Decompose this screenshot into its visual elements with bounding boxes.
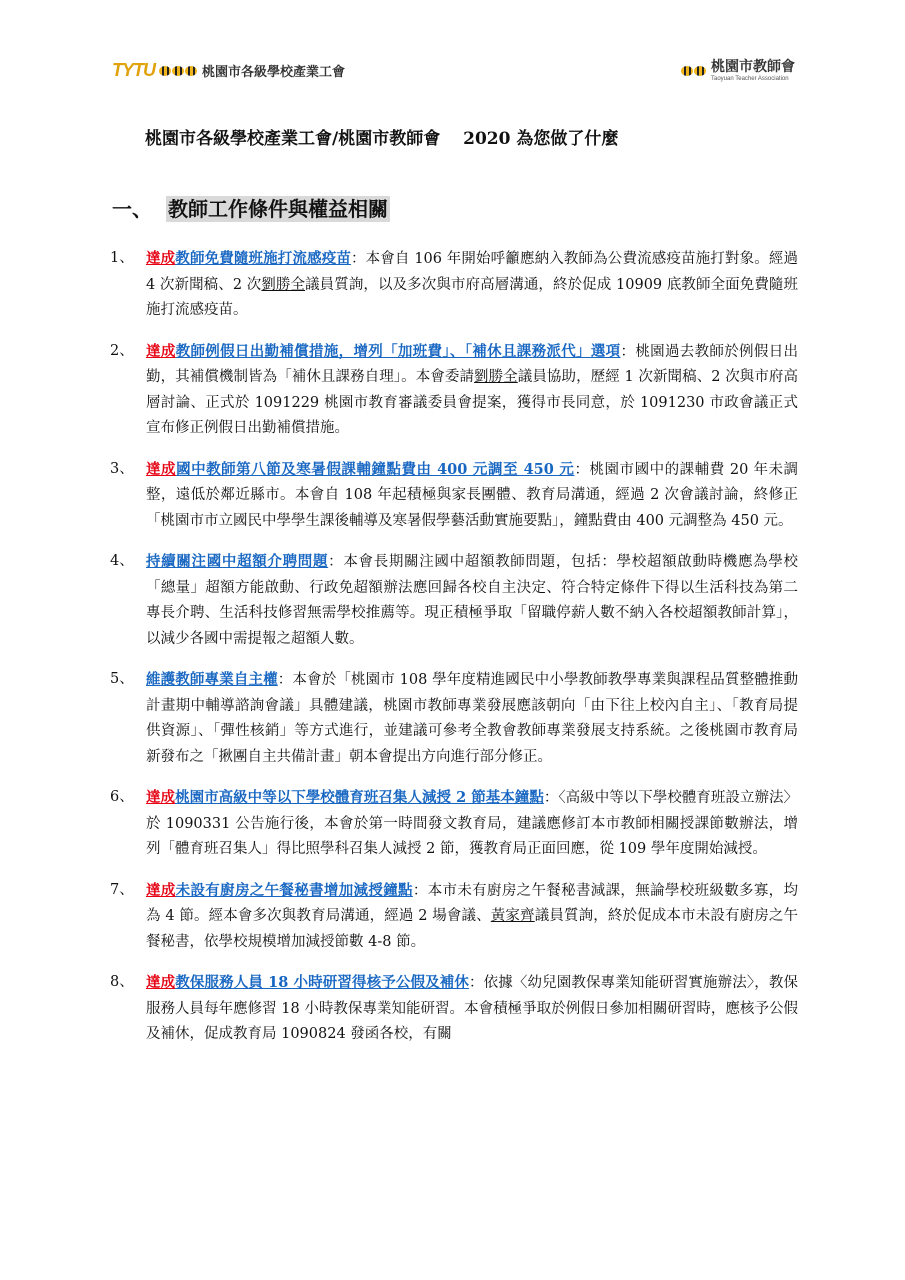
item-heading: 國中教師第八節及寒暑假課輔鐘點費由 400 元調至 450 元 (176, 460, 575, 478)
councilor-name: 劉勝全 (261, 276, 306, 293)
item-text: ：桃園市國中的課輔費 20 年未調整，遠低於鄰近縣市。本會自 108 年起積極與家長團體、教育局溝通，經過 2 次會議討論，終修正「桃園市市立國民中學學生課後輔導及寒暑假學藝活動實施要點」，鐘點費由 400 元調整為 450 元。 (146, 461, 799, 529)
list-item-2 (110, 339, 798, 442)
list-item-6 (110, 785, 798, 863)
item-number: 3、 (110, 460, 134, 477)
item-heading: 教保服務人員 18 小時研習得核予公假及補休 (175, 974, 470, 991)
item-heading: 維護教師專業自主權 (146, 671, 278, 688)
item-text-cont: 議員質詢，終於促成本市未設有廚房之午餐秘書，依學校規模增加減授節數 4-8 節。 (146, 908, 799, 950)
item-text: ：本會長期關注國中超額教師問題，包括：學校超額啟動時機應為學校「總量」超額方能啟動、行政免超額辦法應回歸各校自主決定、符合特定條件下得以生活科技為第二專長介聘、生活科技修習無需學校推薦等。現正積極爭取「留職停薪人數不納入各校超額教師計算」，以減少各國中需提報之超額人數。 (146, 554, 799, 647)
section-number: 一、 (112, 197, 152, 221)
item-number: 5、 (110, 671, 134, 687)
item-number: 8、 (110, 974, 134, 990)
header-left-logo (112, 60, 345, 81)
item-number: 2、 (110, 342, 134, 359)
achieved-tag: 達成 (146, 342, 176, 360)
header-right-sub: Taoyuan Teacher Association (711, 76, 789, 82)
item-number: 6、 (110, 789, 134, 805)
list-item-3 (110, 457, 798, 535)
item-heading: 桃園市高級中等以下學校體育班召集人減授 2 節基本鐘點 (175, 789, 544, 806)
item-text: ：桃園過去教師於例假日出勤，其補償機制皆為「補休且課務自理」。本會委請 (146, 343, 799, 385)
item-list (110, 246, 798, 1063)
header-right-logo (677, 60, 795, 82)
header-right-org: 桃園市教師會 (711, 59, 795, 75)
tytu-logo: TYTU (112, 60, 155, 80)
list-item-5 (110, 667, 798, 770)
item-text: ：本會自 106 年開始呼籲應納入教師為公費流感疫苗施打對象。經過 4 次新聞稿、2 次 (146, 251, 799, 293)
item-number: 4、 (110, 553, 134, 569)
item-text: ：本會於「桃園市 108 學年度精進國民中小學教師教學專業與課程品質整體推動計畫期中輔導諮詢會議」具體建議，桃園市教師專業發展應該朝向「由下往上校內自主」、「教育局提供資源」、「彈性核銷」等方式進行，並建議可參考全教會教師專業發展支持系統。之後桃園市教育局新發布之「揪團自主共備計畫」朝本會提出方向進行部分修正。 (146, 672, 798, 765)
item-text: ：依據〈幼兒園教保專業知能研習實施辦法〉，教保服務人員每年應修習 18 小時教保專業知能研習。本會積極爭取於例假日參加相關研習時，應核予公假及補休，促成教育局 1090824 發函各校，有關 (146, 975, 798, 1042)
item-heading: 持續關注國中超額介聘問題 (146, 553, 329, 570)
item-text-cont: 議員協助，歷經 1 次新聞稿、2 次與市府高層討論、正式於 1091229 桃園市教育審議委員會提案，獲得市長同意，於 1091230 市政會議正式宣布修正例假日出勤補償措施。 (146, 369, 799, 436)
achieved-tag: 達成 (146, 789, 176, 806)
item-text: ：〈高級中等以下學校體育班設立辦法〉於 1090331 公告施行後，本會於第一時間發文教育局，建議應修訂本市教師相關授課節數辦法，增列「體育班召集人」得比照學科召集人減授 2 節，獲教育局正面回應，從 109 學年度開始減授。 (146, 790, 799, 857)
list-item-7 (110, 878, 798, 956)
section-title: 教師工作條件與權益相關 (168, 197, 388, 221)
item-text: ：本市未有廚房之午餐秘書減課，無論學校班級數多寡，均為 4 節。經本會多次與教育局溝通，經過 2 場會議、 (146, 882, 799, 924)
list-item-4 (110, 549, 798, 652)
achieved-tag: 達成 (146, 881, 176, 899)
list-item-1 (110, 246, 798, 324)
item-heading: 教師免費隨班施打流感疫苗 (175, 250, 351, 267)
bee-logo-icon (681, 66, 707, 76)
achieved-tag: 達成 (146, 460, 177, 478)
header-left-org: 桃園市各級學校產業工會 (202, 65, 346, 80)
councilor-name: 黃家齊 (490, 908, 535, 924)
councilor-name: 劉勝全 (474, 369, 518, 385)
item-text-cont: 議員質詢，以及多次與市府高層溝通，終於促成 10909 底教師全面免費隨班施打流感疫苗。 (146, 276, 799, 318)
item-number: 1、 (110, 250, 134, 266)
item-number: 7、 (110, 881, 134, 898)
page-title: 桃園市各級學校產業工會/桃園市教師會 2020 為您做了什麼 (145, 129, 619, 149)
list-item-8 (110, 970, 798, 1048)
achieved-tag: 達成 (146, 250, 176, 267)
item-heading: 未設有廚房之午餐秘書增加減授鐘點 (175, 881, 413, 899)
section-heading (112, 193, 390, 222)
achieved-tag: 達成 (146, 974, 176, 991)
bee-icon (159, 66, 198, 76)
item-heading: 教師例假日出勤補償措施，增列「加班費」、「補休且課務派代」選項 (175, 342, 621, 360)
